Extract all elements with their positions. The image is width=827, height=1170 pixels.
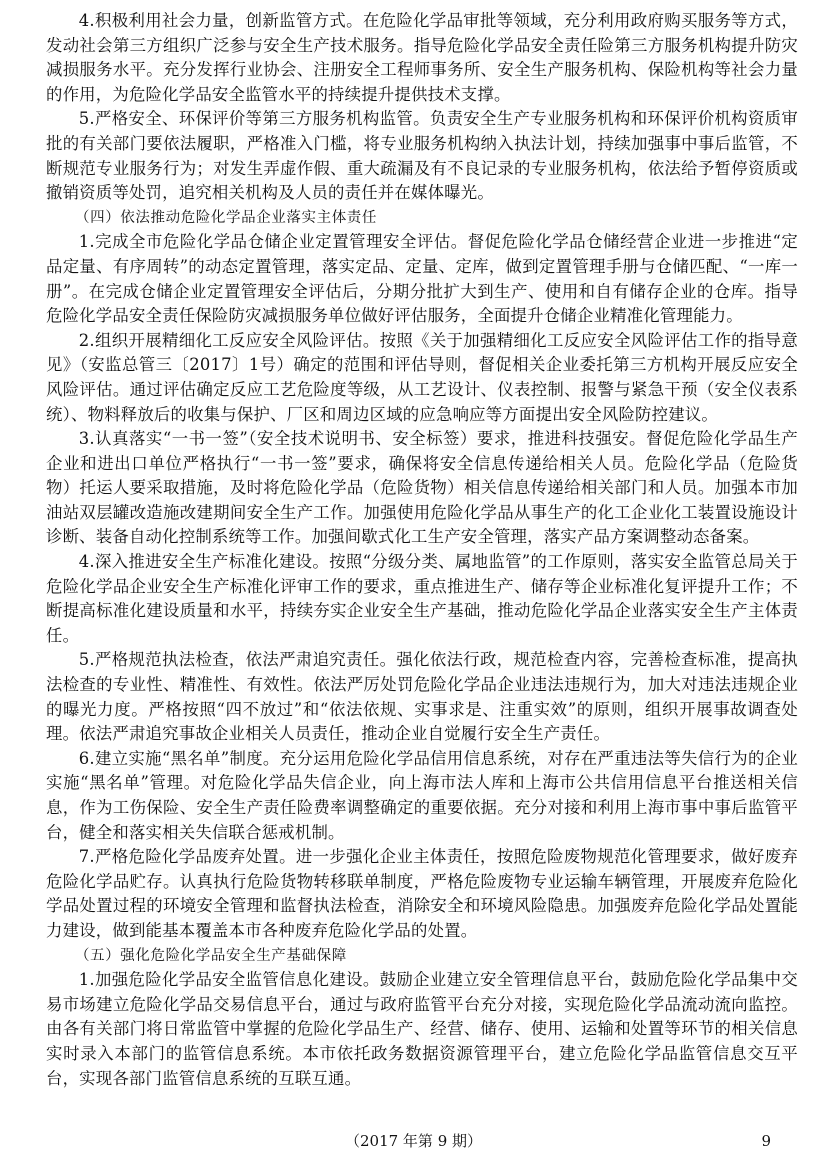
paragraph-3-one-book-one-label: 3.认真落实“一书一签”（安全技术说明书、安全标签）要求，推进科技强安。督促危险化学品生产企业和进出口单位严格执行“一书一签”要求，确保将安全信息传递给相关人员。危险化学品（危险货物）托运人要采取措施，及时将危险化学品（危险货物）相关信息传递给相关部门和人员。加强本市加油站双层罐改造施改建期间安全生产工作。加强使用危险化学品从事生产的化工企业化工装置设施设计诊断、装备自动化控制系统等工作。加强间歇式化工生产安全管理，落实产品方案调整动态备案。 — [46, 429, 798, 547]
section-heading-4: （四）依法推动危险化学品企业落实主体责任 — [75, 209, 377, 226]
paragraph-1-informatization: 1.加强危险化学品安全监管信息化建设。鼓励企业建立安全管理信息平台，鼓励危险化学品集中交易市场建立危险化学品交易信息平台，通过与政府监管平台充分对接，实现危险化学品流动流向监控。由各有关部门将日常监管中掌握的危险化学品生产、经营、储存、使用、运输和处置等环节的相关信息实时录入本部门的监管信息系统。本市依托政务数据资源管理平台，建立危险化学品监管信息交互平台，实现各部门监管信息系统的互联互通。 — [46, 970, 798, 1088]
paragraph-7-waste-disposal: 7.严格危险化学品废弃处置。进一步强化企业主体责任，按照危险废物规范化管理要求，做好废弃危险化学品贮存。认真执行危险货物转移联单制度，严格危险废物专业运输车辆管理，开展废弃危险化学品处置过程的环境安全管理和监督执法检查，消除安全和环境风险隐患。加强废弃危险化学品处置能力建设，做到能基本覆盖本市各种废弃危险化学品的处置。 — [46, 847, 798, 940]
document-body — [46, 9, 798, 1091]
paragraph-4-standardization: 4.深入推进安全生产标准化建设。按照“分级分类、属地监管”的工作原则，落实安全监管总局关于危险化学品企业安全生产标准化评审工作的要求，重点推进生产、储存等企业标准化复评提升工作；不断提高标准化建设质量和水平，持续夯实企业安全生产基础，推动危险化学品企业落实安全生产主体责任。 — [46, 552, 798, 645]
paragraph-4-social-forces: 4.积极利用社会力量，创新监管方式。在危险化学品审批等领域，充分利用政府购买服务等方式，发动社会第三方组织广泛参与安全生产技术服务。指导危险化学品安全责任险第三方服务机构提升防灾减损服务水平。充分发挥行业协会、注册安全工程师事务所、安全生产服务机构、保险机构等社会力量的作用，为危险化学品安全监管水平的持续提升提供技术支撑。 — [46, 11, 798, 104]
paragraph-5-third-party-supervision: 5.严格安全、环保评价等第三方服务机构监管。负责安全生产专业服务机构和环保评价机构资质审批的有关部门要依法履职，严格准入门槛，将专业服务机构纳入执法计划，持续加强事中事后监管，不断规范专业服务行为；对发生弄虚作假、重大疏漏及有不良记录的专业服务机构，依法给予暂停资质或撤销资质等处罚，追究相关机构及人员的责任并在媒体曝光。 — [46, 109, 798, 203]
section-heading-5: （五）强化危险化学品安全生产基础保障 — [75, 947, 347, 964]
page-footer — [0, 1129, 827, 1153]
paragraph-5-law-enforcement: 5.严格规范执法检查，依法严肃追究责任。强化依法行政，规范检查内容，完善检查标准，提高执法检查的专业性、精准性、有效性。依法严厉处罚危险化学品企业违法违规行为，加大对违法违规企业的曝光力度。严格按照“四不放过”和“依法依规、实事求是、注重实效”的原则，组织开展事故调查处理。依法严肃追究事故企业相关人员责任，推动企业自觉履行安全生产责任。 — [46, 650, 798, 744]
paragraph-2-reaction-risk: 2.组织开展精细化工反应安全风险评估。按照《关于加强精细化工反应安全风险评估工作的指导意见》（安监总管三〔2017〕1号）确定的范围和评估导则，督促相关企业委托第三方机构开展反应安全风险评估。通过评估确定反应工艺危险度等级，从工艺设计、仪表控制、报警与紧急干预（安全仪表系统）、物料释放后的收集与保护、厂区和周边区域的应急响应等方面提出安全风险防控建议。 — [46, 330, 798, 424]
issue-label: （2017 年第 9 期） — [344, 1132, 483, 1150]
page-number: 9 — [761, 1132, 771, 1150]
paragraph-1-storage-assessment: 1.完成全市危险化学品仓储企业定置管理安全评估。督促危险化学品仓储经营企业进一步推进“定品定量、有序周转”的动态定置管理，落实定品、定量、定库，做到定置管理手册与仓储匹配、“一库一册”。在完成仓储企业定置管理安全评估后，分期分批扩大到生产、使用和自有储存企业的仓库。指导危险化学品安全责任保险防灾减损服务单位做好评估服务，全面提升仓储企业精准化管理能力。 — [46, 232, 798, 326]
paragraph-6-blacklist: 6.建立实施“黑名单”制度。充分运用危险化学品信用信息系统，对存在严重违法等失信行为的企业实施“黑名单”管理。对危险化学品失信企业，向上海市法人库和上海市公共信用信息平台推送相关信息，作为工伤保险、安全生产责任险费率调整确定的重要依据。充分对接和利用上海市事中事后监管平台，健全和落实相关失信联合惩戒机制。 — [46, 748, 798, 842]
